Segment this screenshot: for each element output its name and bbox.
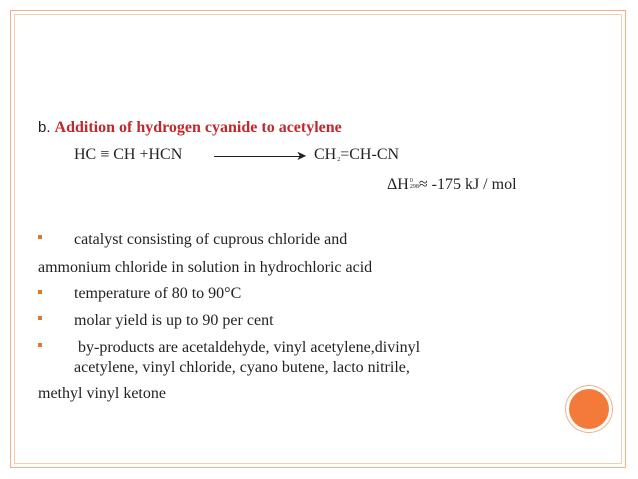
reaction-product — [314, 145, 399, 170]
decorative-circle — [569, 389, 609, 429]
heading-title: Addition of hydrogen cyanide to acetylene — [54, 119, 342, 136]
bullet-text: catalyst consisting of cuprous chloride and — [74, 231, 348, 248]
enthalpy-sup: 0 — [409, 178, 413, 184]
enthalpy-symbol: ΔH — [387, 176, 409, 193]
slide-heading — [38, 118, 342, 137]
product-rest: =CH-CN — [340, 146, 400, 163]
reaction-arrow-line — [214, 156, 300, 157]
reaction-reactants: HC ≡ CH +HCN — [74, 146, 183, 163]
heading-prefix: b. — [38, 119, 51, 136]
bullet-marker — [38, 343, 42, 347]
enthalpy-sub: 298 — [409, 184, 419, 190]
bullet-text: molar yield is up to 90 per cent — [74, 312, 274, 329]
product-subscript: 2 — [337, 157, 341, 163]
enthalpy — [387, 175, 517, 194]
bullet-text-continued: methyl vinyl ketone — [38, 385, 166, 402]
bullet-text-continued: ammonium chloride in solution in hydrochloric acid — [38, 259, 373, 276]
bullet-marker — [38, 290, 42, 294]
bullet-marker — [38, 316, 42, 320]
bullet-text-continued: acetylene, vinyl chloride, cyano butene, lacto nitrile, — [74, 359, 410, 376]
bullet-text: temperature of 80 to 90°C — [74, 285, 242, 302]
enthalpy-value: ≈ -175 kJ / mol — [418, 176, 517, 193]
product-main: CH — [314, 146, 337, 163]
bullet-marker — [38, 235, 42, 239]
enthalpy-indices — [410, 178, 419, 190]
bullet-text: by-products are acetaldehyde, vinyl acetylene,divinyl — [78, 339, 421, 356]
reaction-arrow-icon: ➤ — [296, 148, 307, 163]
